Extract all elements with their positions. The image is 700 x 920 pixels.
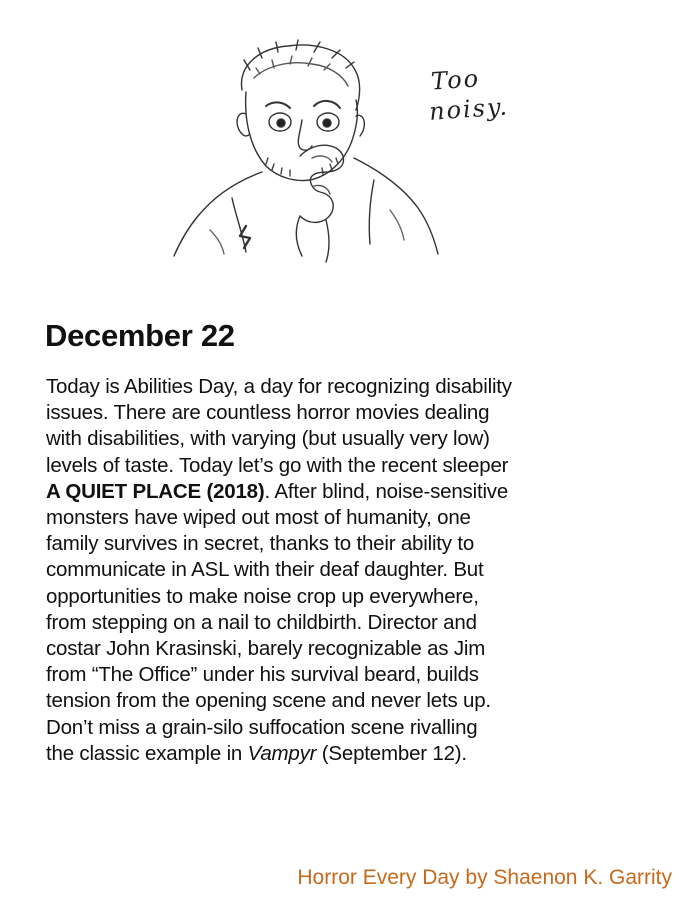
body-text: . After blind, noise-sensitive [264, 479, 509, 503]
movie-title: A QUIET PLACE (2018) [46, 479, 265, 503]
body-text: family survives in secret, thanks to their ability to [46, 532, 475, 556]
body-text: levels of taste. Today let’s go with the recent sleeper [46, 453, 509, 477]
body-line [46, 610, 606, 636]
body-text: with disabilities, with varying (but usually very low) [46, 427, 490, 451]
body-line [46, 584, 606, 610]
body-text: costar John Krasinski, barely recognizable as Jim [46, 637, 486, 661]
body-text: (September 12). [316, 741, 467, 765]
body-line [46, 741, 606, 767]
body-line [46, 505, 606, 531]
body-text: tension from the opening scene and never lets up. [46, 689, 491, 713]
body-line [46, 400, 606, 426]
body-line [46, 426, 606, 452]
body-line [46, 662, 606, 688]
body-text: opportunities to make noise crop up everywhere, [46, 584, 479, 608]
jacket [174, 172, 262, 256]
entry-title: December 22 [45, 318, 235, 353]
body-text: Don’t miss a grain-silo suffocation scene rivalling [46, 715, 478, 739]
caption-line-1: Too [430, 64, 481, 96]
hand [300, 145, 344, 222]
handwritten-caption [430, 61, 510, 126]
body-text: the classic example in [46, 741, 248, 765]
body-line [46, 557, 606, 583]
body-line [46, 453, 606, 479]
credit-footer: Horror Every Day by Shaenon K. Garrity [297, 866, 672, 889]
sketch-illustration [150, 30, 450, 270]
body-text: issues. There are countless horror movies dealing [46, 401, 490, 425]
body-text: monsters have wiped out most of humanity, one [46, 506, 471, 530]
body-text: from “The Office” under his survival beard, builds [46, 663, 479, 687]
body-text: communicate in ASL with their deaf daughter. But [46, 558, 484, 582]
body-line [46, 636, 606, 662]
body-line [46, 531, 606, 557]
body-line [46, 479, 606, 505]
film-reference: Vampyr [247, 741, 317, 765]
body-line [46, 688, 606, 714]
caption-line-2: noisy. [428, 92, 510, 126]
entry-body [46, 374, 606, 767]
body-text: Today is Abilities Day, a day for recognizing disability [46, 375, 512, 398]
body-line [46, 374, 606, 400]
body-text: from stepping on a nail to childbirth. Director and [46, 610, 477, 634]
body-line [46, 715, 606, 741]
